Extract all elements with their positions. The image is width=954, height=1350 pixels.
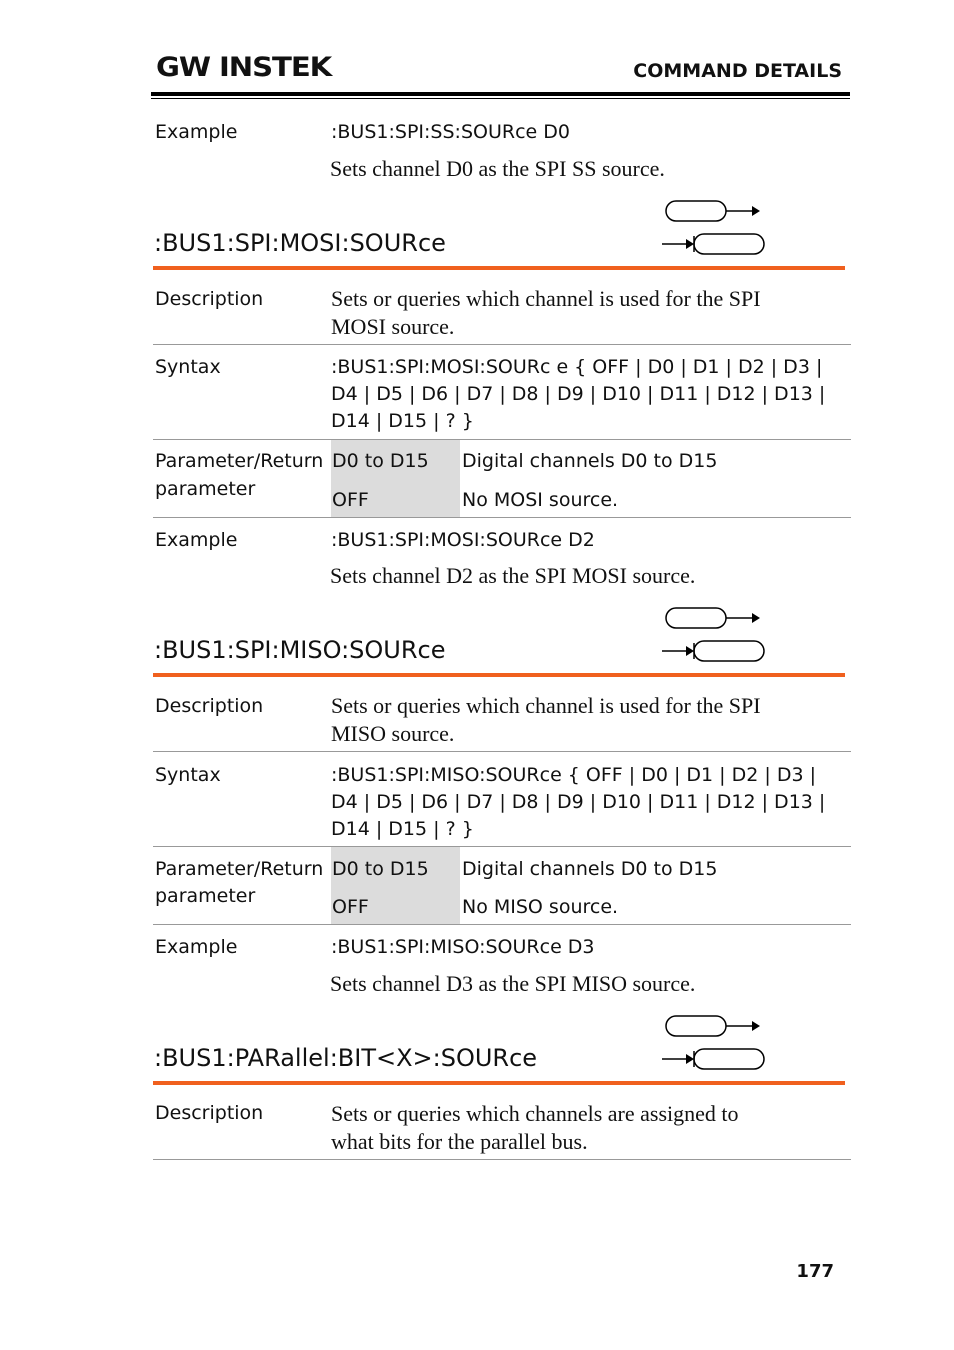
param-desc: Digital channels D0 to D15 <box>462 858 718 880</box>
syntax-line: :BUS1:SPI:MISO:SOURce { OFF | D0 | D1 | D2 | D3 | <box>331 764 816 786</box>
example-note: Sets channel D3 as the SPI MISO source. <box>330 971 696 996</box>
description-line: Sets or queries which channel is used for the SPI <box>331 693 761 718</box>
param-name: OFF <box>332 489 369 511</box>
description-line: MOSI source. <box>331 314 455 339</box>
parameter-label: parameter <box>155 885 256 907</box>
syntax-line: D14 | D15 | ? } <box>331 818 474 840</box>
command-title: :BUS1:SPI:MOSI:SOURce <box>154 229 446 257</box>
row-divider <box>153 924 851 925</box>
set-query-icon <box>660 198 770 258</box>
syntax-line: D14 | D15 | ? } <box>331 410 474 432</box>
description-line: Sets or queries which channel is used for the SPI <box>331 286 761 311</box>
row-divider <box>153 1159 851 1160</box>
description-label: Description <box>155 695 264 717</box>
example-command: :BUS1:SPI:MOSI:SOURce D2 <box>331 529 595 551</box>
param-desc: No MOSI source. <box>462 489 619 511</box>
header-rule-thin <box>151 98 850 99</box>
command-title: :BUS1:SPI:MISO:SOURce <box>154 636 446 664</box>
title-underline <box>153 266 845 270</box>
title-underline <box>153 673 845 677</box>
row-divider <box>153 751 851 752</box>
set-query-icon <box>660 1013 770 1073</box>
command-title: :BUS1:PARallel:BIT<X>:SOURce <box>154 1044 538 1072</box>
syntax-line: :BUS1:SPI:MOSI:SOURc e { OFF | D0 | D1 | D2 | D3 | <box>331 356 823 378</box>
param-desc: No MISO source. <box>462 896 619 918</box>
description-line: what bits for the parallel bus. <box>331 1129 588 1154</box>
example-command: :BUS1:SPI:MISO:SOURce D3 <box>331 936 595 958</box>
brand-logo: GW INSTEK <box>156 52 332 83</box>
param-name: D0 to D15 <box>332 450 429 472</box>
syntax-line: D4 | D5 | D6 | D7 | D8 | D9 | D10 | D11 | D12 | D13 | <box>331 383 826 405</box>
parameter-label: Parameter/Return <box>155 858 324 880</box>
parameter-label: Parameter/Return <box>155 450 324 472</box>
row-divider <box>153 439 851 440</box>
example-note: Sets channel D2 as the SPI MOSI source. <box>330 563 696 588</box>
description-line: Sets or queries which channels are assigned to <box>331 1101 739 1126</box>
syntax-line: D4 | D5 | D6 | D7 | D8 | D9 | D10 | D11 | D12 | D13 | <box>331 791 826 813</box>
example-label: Example <box>155 529 238 551</box>
set-query-icon <box>660 605 770 665</box>
description-label: Description <box>155 1102 264 1124</box>
row-divider <box>153 517 851 518</box>
example-command: :BUS1:SPI:SS:SOURce D0 <box>331 121 570 143</box>
row-divider <box>153 846 851 847</box>
example-note: Sets channel D0 as the SPI SS source. <box>330 156 665 181</box>
param-name: D0 to D15 <box>332 858 429 880</box>
header-rule-thick <box>151 92 850 96</box>
syntax-label: Syntax <box>155 356 221 378</box>
title-underline <box>153 1081 845 1085</box>
section-title: COMMAND DETAILS <box>633 60 842 82</box>
param-desc: Digital channels D0 to D15 <box>462 450 718 472</box>
row-divider <box>153 344 851 345</box>
example-label: Example <box>155 936 238 958</box>
example-label: Example <box>155 121 238 143</box>
param-name: OFF <box>332 896 369 918</box>
parameter-label: parameter <box>155 478 256 500</box>
page-number: 177 <box>796 1261 834 1282</box>
description-label: Description <box>155 288 264 310</box>
syntax-label: Syntax <box>155 764 221 786</box>
description-line: MISO source. <box>331 721 455 746</box>
